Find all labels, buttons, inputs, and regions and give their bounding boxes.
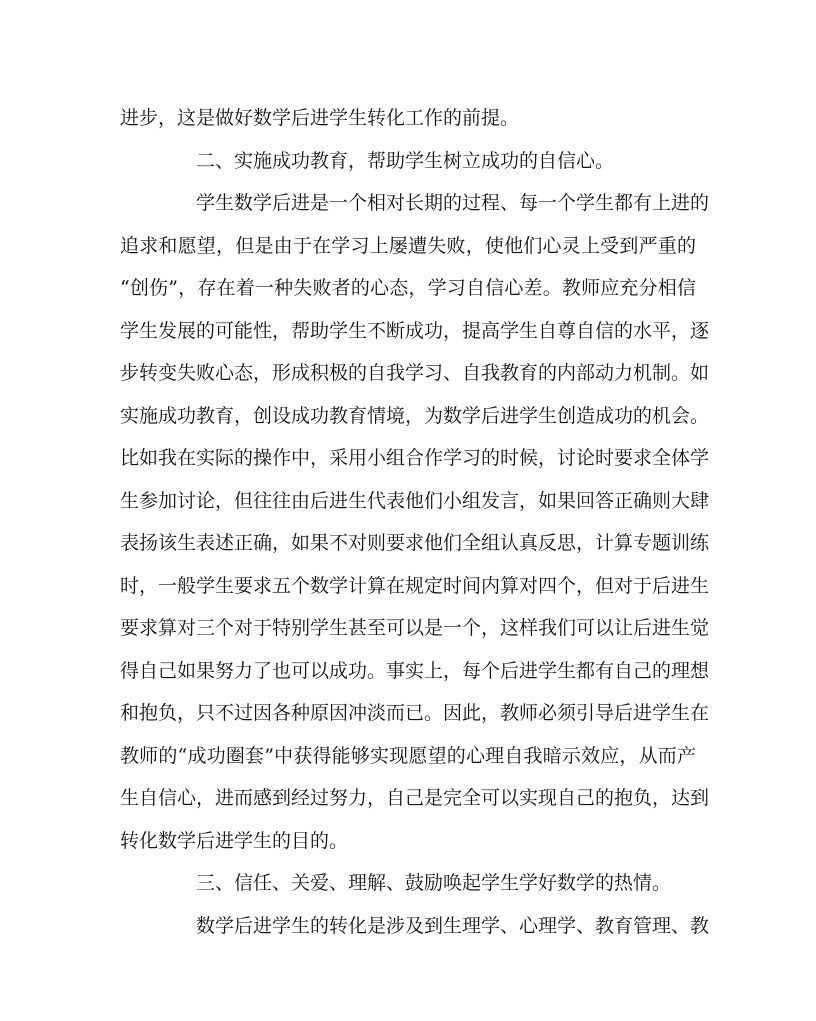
text-line-1: 进步，这是做好数学后进学生转化工作的前提。 xyxy=(120,107,520,129)
text-line-4: 追求和愿望，但是由于在学习上屡遭失败，使他们心灵上受到严重的 xyxy=(120,234,696,257)
text-line-16: 教师的“成功圈套”中获得能够实现愿望的心理自我暗示效应，从而产 xyxy=(120,744,696,767)
text-line-11: 表扬该生表述正确，如果不对则要求他们全组认真反思，计算专题训练 xyxy=(120,532,710,554)
text-line-3: 学生数学后进是一个相对长期的过程、每一个学生都有上进的 xyxy=(196,192,710,214)
text-line-12: 时，一般学生要求五个数学计算在规定时间内算对四个，但对于后进生 xyxy=(120,574,710,597)
text-line-17: 生自信心，进而感到经过努力，自己是完全可以实现自己的抱负，达到 xyxy=(120,787,710,809)
section-heading-2: 二、实施成功教育，帮助学生树立成功的自信心。 xyxy=(196,149,615,172)
text-line-9: 比如我在实际的操作中，采用小组合作学习的时候，讨论时要求全体学 xyxy=(120,447,710,469)
text-line-14: 得自己如果努力了也可以成功。事实上，每个后进学生都有自己的理想 xyxy=(120,659,710,682)
text-line-10: 生参加讨论，但往往由后进生代表他们小组发言，如果回答正确则大肆 xyxy=(120,489,710,512)
body-text xyxy=(120,97,710,947)
text-line-20: 数学后进学生的转化是涉及到生理学、心理学、教育管理、教 xyxy=(196,914,710,937)
section-heading-3: 三、信任、关爱、理解、鼓励唤起学生学好数学的热情。 xyxy=(196,872,672,894)
text-line-7: 步转变失败心态，形成积极的自我学习、自我教育的内部动力机制。如 xyxy=(120,362,710,384)
text-line-6: 学生发展的可能性，帮助学生不断成功，提高学生自尊自信的水平，逐 xyxy=(120,319,710,342)
text-line-13: 要求算对三个对于特别学生甚至可以是一个，这样我们可以让后进生觉 xyxy=(120,617,710,639)
text-line-18: 转化数学后进学生的目的。 xyxy=(120,829,349,852)
text-line-5: “创伤”，存在着一种失败者的心态，学习自信心差。教师应充分相信 xyxy=(120,277,696,299)
text-line-8: 实施成功教育，创设成功教育情境，为数学后进学生创造成功的机会。 xyxy=(120,404,710,427)
text-line-15: 和抱负，只不过因各种原因冲淡而已。因此，教师必须引导后进学生在 xyxy=(120,702,710,724)
